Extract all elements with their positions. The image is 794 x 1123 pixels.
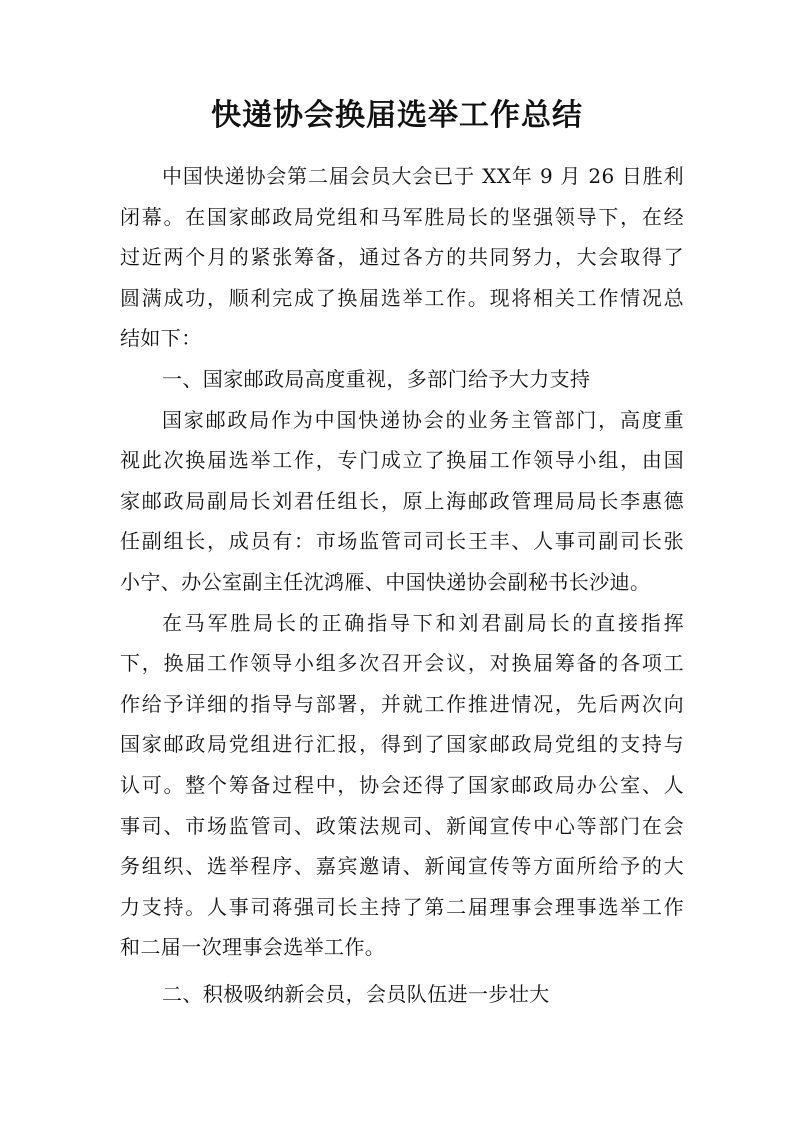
paragraph-line: 认可。整个筹备过程中，协会还得了国家邮政局办公室、人 [120, 772, 684, 797]
paragraph-line: 事司、市场监管司、政策法规司、新闻宣传中心等部门在会 [120, 813, 684, 838]
paragraph-line: 下，换届工作领导小组多次召开会议，对换届筹备的各项工 [120, 651, 684, 676]
document-body [120, 156, 684, 1014]
paragraph-line: 务组织、选举程序、嘉宾邀请、新闻宣传等方面所给予的大 [120, 854, 684, 879]
section-heading: 一、国家邮政局高度重视，多部门给予大力支持 [162, 366, 591, 391]
paragraph-line: 力支持。人事司蒋强司长主持了第二届理事会理事选举工作 [120, 894, 684, 919]
paragraph-line: 家邮政局副局长刘君任组长，原上海邮政管理局局长李惠德 [120, 488, 684, 513]
paragraph-line: 在马军胜局长的正确指导下和刘君副局长的直接指挥 [162, 610, 684, 635]
paragraph-line: 闭幕。在国家邮政局党组和马军胜局长的坚强领导下，在经 [120, 204, 684, 229]
paragraph-line: 视此次换届选举工作，专门成立了换届工作领导小组，由国 [120, 448, 684, 473]
paragraph-line: 圆满成功，顺利完成了换届选举工作。现将相关工作情况总 [120, 285, 684, 310]
paragraph-line: 作给予详细的指导与部署，并就工作推进情况，先后两次向 [120, 691, 684, 716]
paragraph-line: 国家邮政局作为中国快递协会的业务主管部门，高度重 [162, 407, 684, 432]
paragraph-line: 任副组长，成员有：市场监管司司长王丰、人事司副司长张 [120, 529, 684, 554]
paragraph-line: 结如下： [120, 326, 202, 351]
section-heading: 二、积极吸纳新会员，会员队伍进一步壮大 [162, 981, 550, 1006]
paragraph-line: 中国快递协会第二届会员大会已于 XX年 9 月 26 日胜利 [162, 164, 684, 188]
paragraph-line: 过近两个月的紧张筹备，通过各方的共同努力，大会取得了 [120, 245, 684, 270]
document-title: 快递协会换届选举工作总结 [211, 98, 583, 133]
paragraph-line: 小宁、办公室副主任沈鸿雁、中国快递协会副秘书长沙迪。 [120, 569, 651, 594]
paragraph-line: 和二届一次理事会选举工作。 [120, 935, 386, 960]
paragraph-line: 国家邮政局党组进行汇报，得到了国家邮政局党组的支持与 [120, 732, 684, 757]
